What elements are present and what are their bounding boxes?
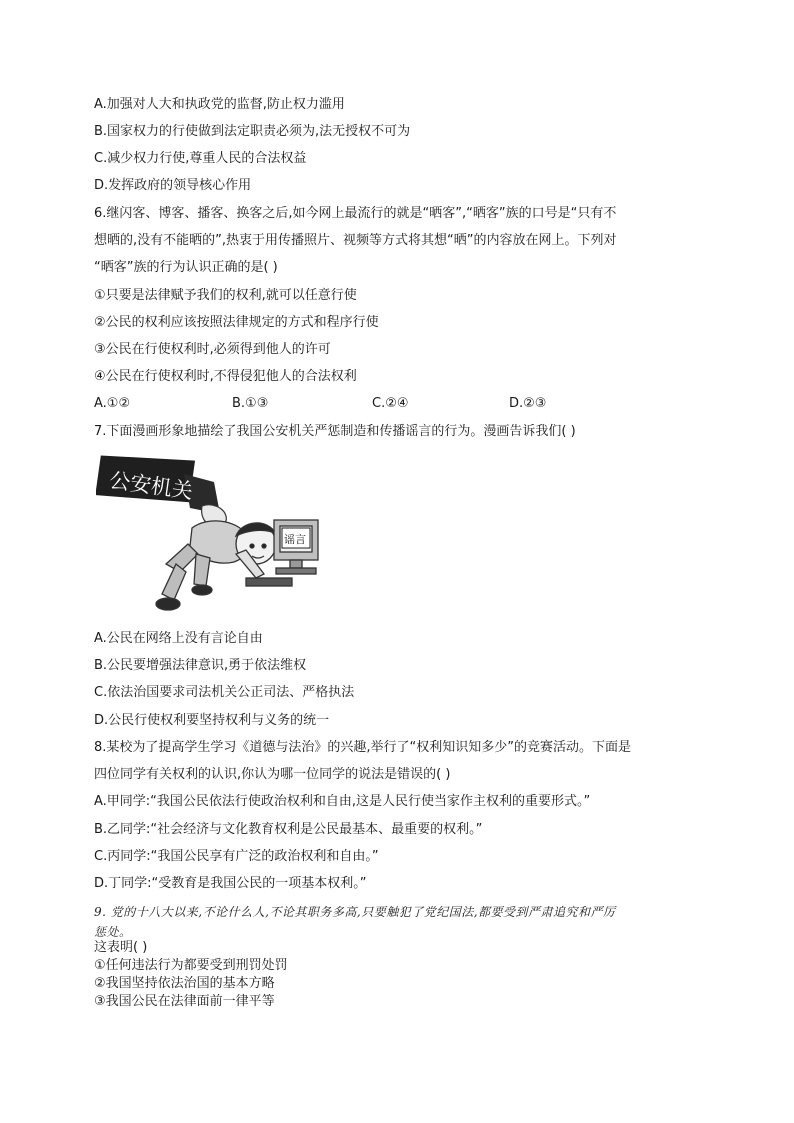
q9-stem-line-1: 9. 党的十八大以来,不论什么人,不论其职务多高,只要触犯了党纪国法,都要受到严肃追究和严厉 <box>94 905 616 919</box>
q8-option-d: D.丁同学:“受教育是我国公民的一项基本权利。” <box>94 876 367 891</box>
q6-stem-line-3: “晒客”族的行为认识正确的是( ) <box>94 260 278 275</box>
q8-stem-line-2: 四位同学有关权利的认识,你认为哪一位同学的说法是错误的( ) <box>94 767 451 782</box>
q8-option-c: C.丙同学:“我国公民享有广泛的政治权利和自由。” <box>94 849 379 864</box>
q6-options <box>94 396 654 414</box>
cartoon-boy <box>156 521 276 610</box>
q9-statement-1: ①任何违法行为都要受到刑罚处罚 <box>94 958 288 973</box>
q9-stem-line-2: 惩处。 <box>94 925 132 939</box>
q6-option-d: D.②③ <box>509 396 547 411</box>
cartoon-sleeve-text: 公安机关 <box>107 468 195 504</box>
q7-stem: 7.下面漫画形象地描绘了我国公安机关严惩制造和传播谣言的行为。漫画告诉我们( ) <box>94 424 576 439</box>
q8-option-b: B.乙同学:“社会经济与文化教育权利是公民最基本、最重要的权利。” <box>94 822 483 837</box>
q8-stem-line-1: 8.某校为了提高学生学习《道德与法治》的兴趣,举行了“权利知识知多少”的竞赛活动。下面是 <box>94 740 632 755</box>
q7-cartoon <box>96 454 336 619</box>
q6-option-b: B.①③ <box>232 396 269 411</box>
q6-option-c: C.②④ <box>372 396 409 411</box>
q6-stem-line-1: 6.继闪客、博客、播客、换客之后,如今网上最流行的就是“晒客”,“晒客”族的口号是“只有不 <box>94 206 617 221</box>
q5-option-a: A.加强对人大和执政党的监督,防止权力滥用 <box>94 97 345 112</box>
q5-option-d: D.发挥政府的领导核心作用 <box>94 178 252 193</box>
q7-option-c: C.依法治国要求司法机关公正司法、严格执法 <box>94 685 355 700</box>
q7-option-a: A.公民在网络上没有言论自由 <box>94 631 263 646</box>
q6-statement-2: ②公民的权利应该按照法律规定的方式和程序行使 <box>94 315 379 330</box>
cartoon-sign-text: 谣言 <box>284 533 306 546</box>
q5-option-b: B.国家权力的行使做到法定职责必须为,法无授权不可为 <box>94 124 411 139</box>
q6-statement-1: ①只要是法律赋予我们的权利,就可以任意行使 <box>94 288 357 303</box>
q9-statement-3: ③我国公民在法律面前一律平等 <box>94 994 275 1009</box>
q6-statement-4: ④公民在行使权利时,不得侵犯他人的合法权利 <box>94 369 357 384</box>
q8-option-a: A.甲同学:“我国公民依法行使政治权利和自由,这是人民行使当家作主权利的重要形式。” <box>94 794 591 809</box>
q6-stem-line-2: 想晒的,没有不能晒的”,热衷于用传播照片、视频等方式将其想“晒”的内容放在网上。下列对 <box>94 233 617 248</box>
q5-option-c: C.减少权力行使,尊重人民的合法权益 <box>94 151 307 166</box>
q6-statement-3: ③公民在行使权利时,必须得到他人的许可 <box>94 342 331 357</box>
q9-lead: 这表明( ) <box>94 940 148 955</box>
q7-option-d: D.公民行使权利要坚持权利与义务的统一 <box>94 713 330 728</box>
q9-statement-2: ②我国坚持依法治国的基本方略 <box>94 976 275 991</box>
q7-option-b: B.公民要增强法律意识,勇于依法维权 <box>94 658 307 673</box>
q6-option-a: A.①② <box>94 396 131 411</box>
